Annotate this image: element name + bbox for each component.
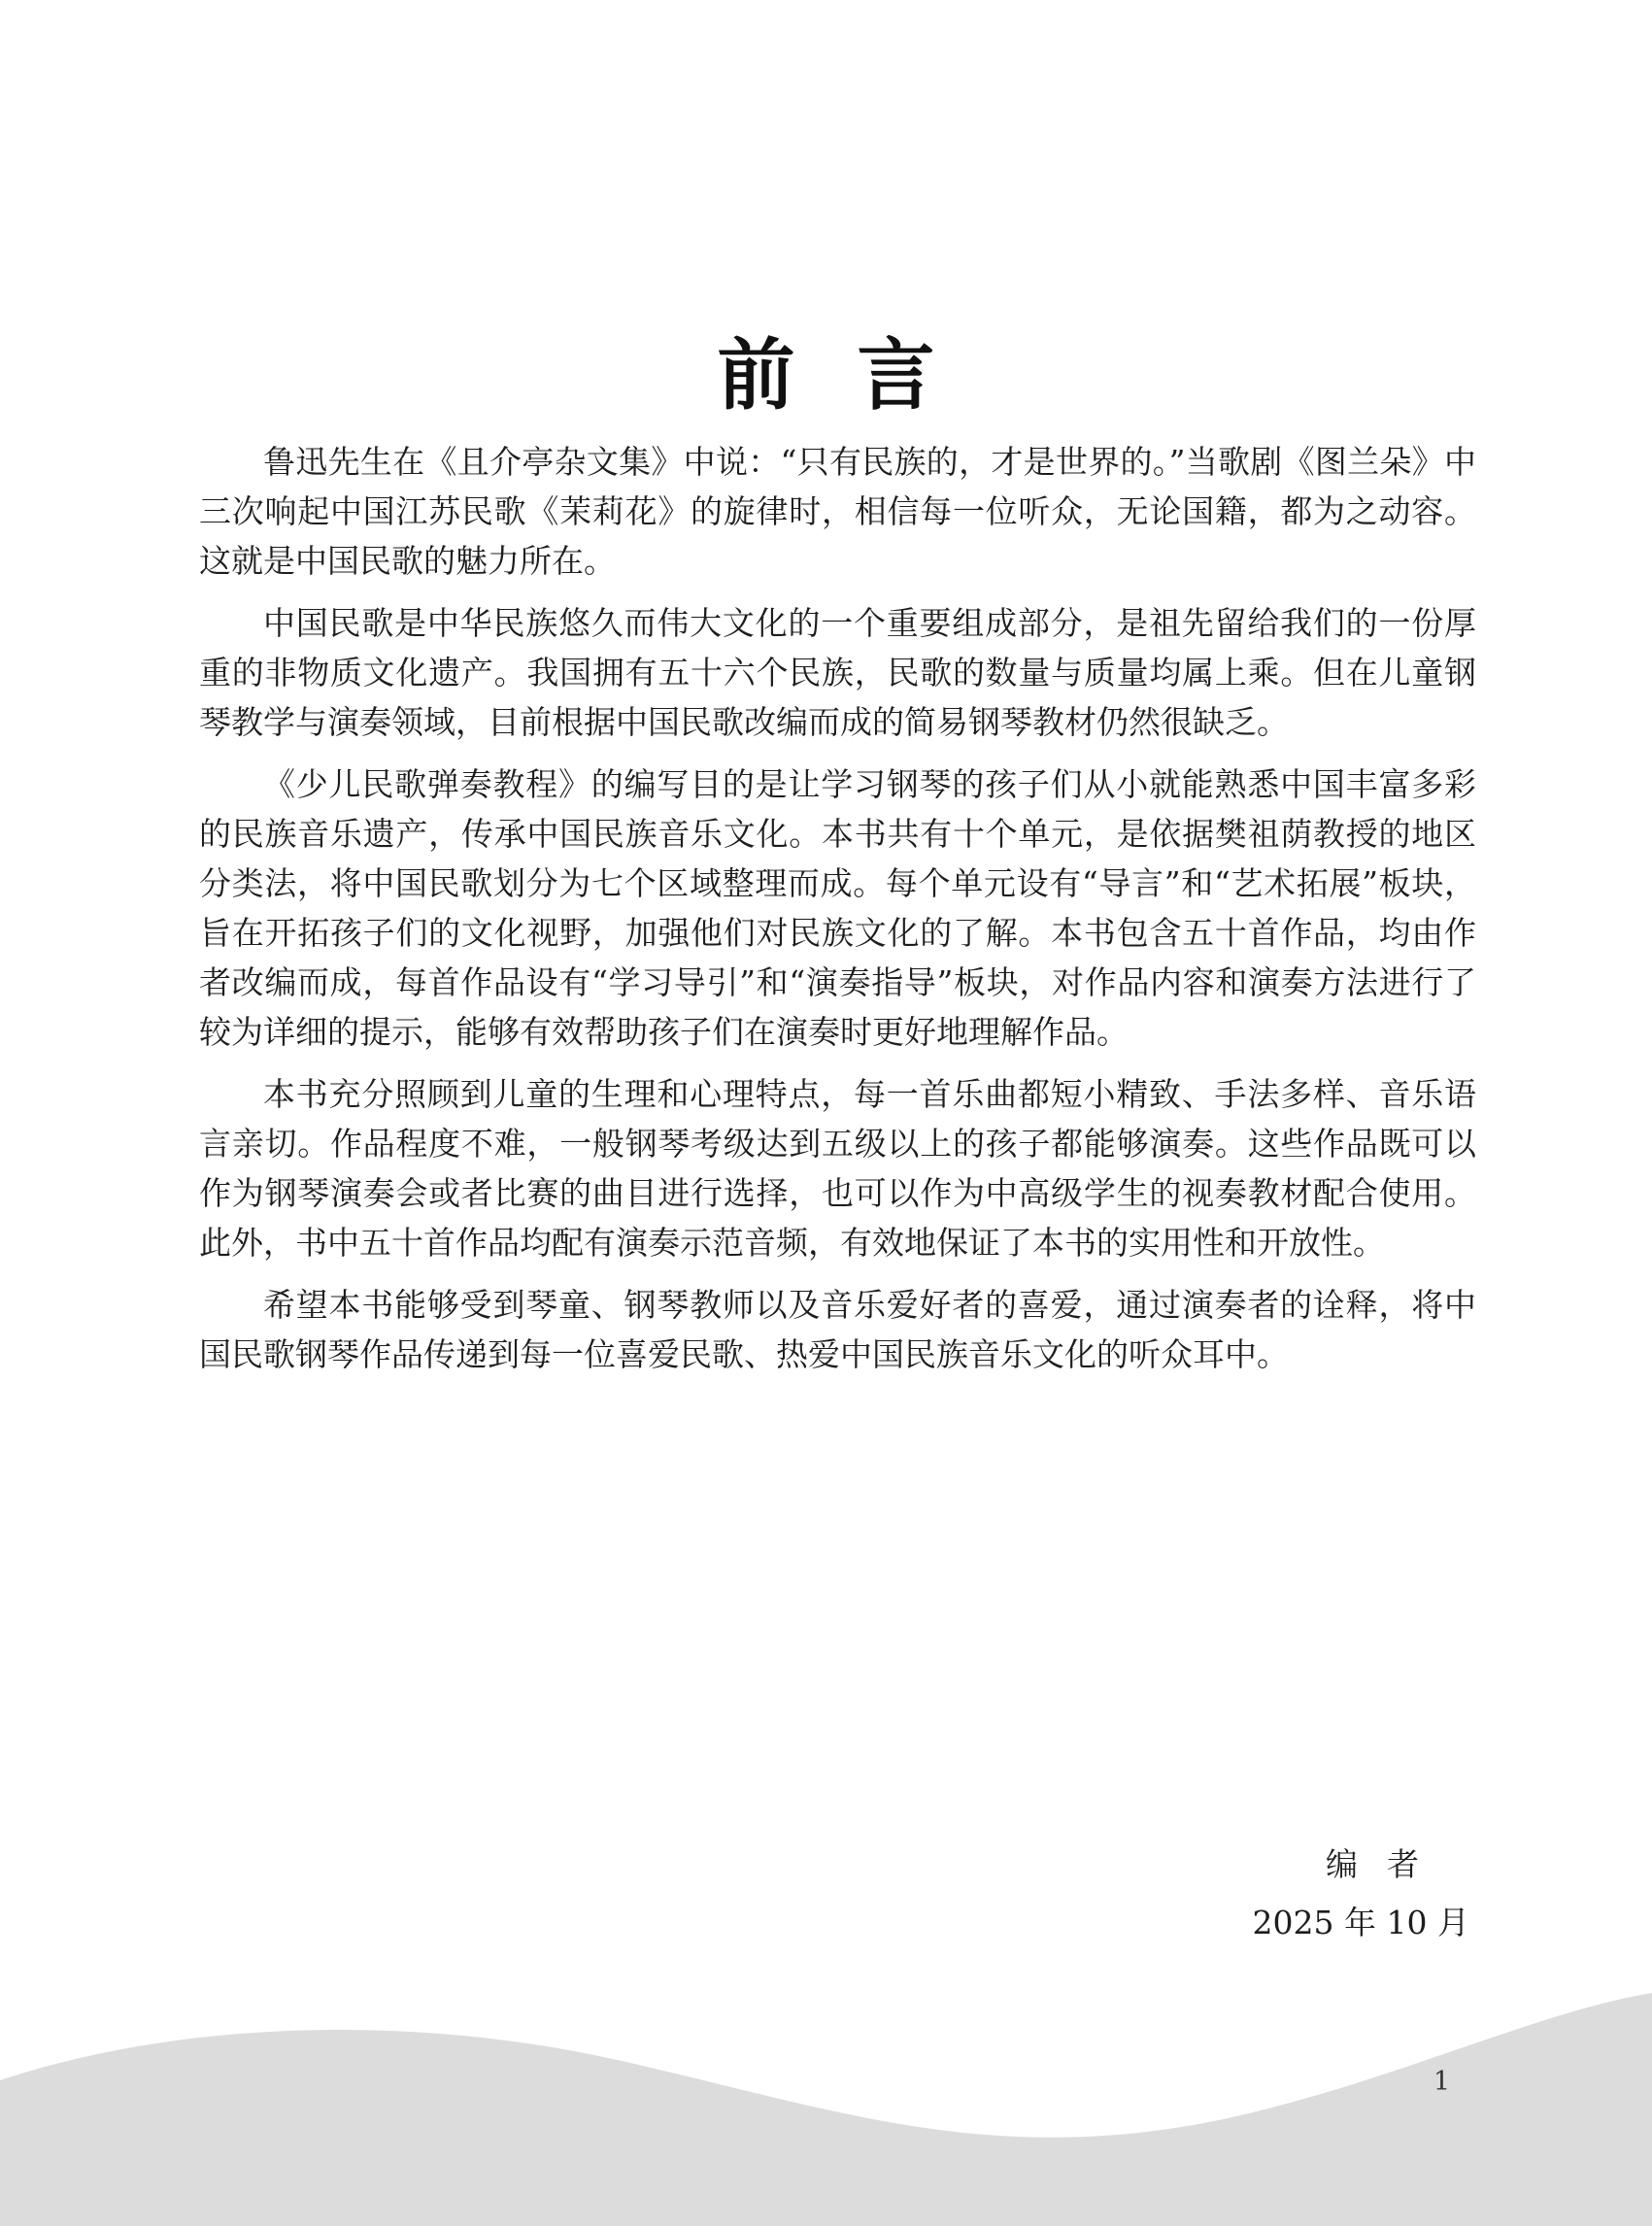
signature-date: 2025 年 10 月 bbox=[1252, 1904, 1469, 1941]
preface-paragraph: 《少儿民歌弹奏教程》的编写目的是让学习钢琴的孩子们从小就能熟悉中国丰富多彩的民族音乐遗产，传承中国民族音乐文化。本书共有十个单元，是依据樊祖荫教授的地区分类法，将中国民歌划分为七个区域整理而成。每个单元设有“导言”和“艺术拓展”板块，旨在开拓孩子们的文化视野，加强他们对民族文化的了解。本书包含五十首作品，均由作者改编而成，每首作品设有“学习导引”和“演奏指导”板块，对作品内容和演奏方法进行了较为详细的提示，能够有效帮助孩子们在演奏时更好地理解作品。 bbox=[199, 765, 1476, 1051]
preface-paragraph: 中国民歌是中华民族悠久而伟大文化的一个重要组成部分，是祖先留给我们的一份厚重的非物质文化遗产。我国拥有五十六个民族，民歌的数量与质量均属上乘。但在儿童钢琴教学与演奏领域，目前根据中国民歌改编而成的简易钢琴教材仍然很缺乏。 bbox=[199, 604, 1476, 741]
page-title: 前言 bbox=[717, 329, 997, 421]
preface-paragraph: 鲁迅先生在《且介亭杂文集》中说：“只有民族的，才是世界的。”当歌剧《图兰朵》中三次响起中国江苏民歌《茉莉花》的旋律时，相信每一位听众，无论国籍，都为之动容。这就是中国民歌的魅力所在。 bbox=[199, 443, 1476, 580]
preface-paragraph: 本书充分照顾到儿童的生理和心理特点，每一首乐曲都短小精致、手法多样、音乐语言亲切。作品程度不难，一般钢琴考级达到五级以上的孩子都能够演奏。这些作品既可以作为钢琴演奏会或者比赛的曲目进行选择，也可以作为中高级学生的视奏教材配合使用。此外，书中五十首作品均配有演奏示范音频，有效地保证了本书的实用性和开放性。 bbox=[199, 1075, 1476, 1262]
page-number: 1 bbox=[1433, 2067, 1450, 2097]
signature-author: 编者 bbox=[1326, 1845, 1448, 1883]
preface-paragraph: 希望本书能够受到琴童、钢琴教师以及音乐爱好者的喜爱，通过演奏者的诠释，将中国民歌钢琴作品传递到每一位喜爱民歌、热爱中国民族音乐文化的听众耳中。 bbox=[199, 1286, 1476, 1373]
wave-shape bbox=[0, 1993, 1652, 2226]
preface-body bbox=[199, 437, 1476, 1392]
signature-block bbox=[1253, 1836, 1469, 1952]
